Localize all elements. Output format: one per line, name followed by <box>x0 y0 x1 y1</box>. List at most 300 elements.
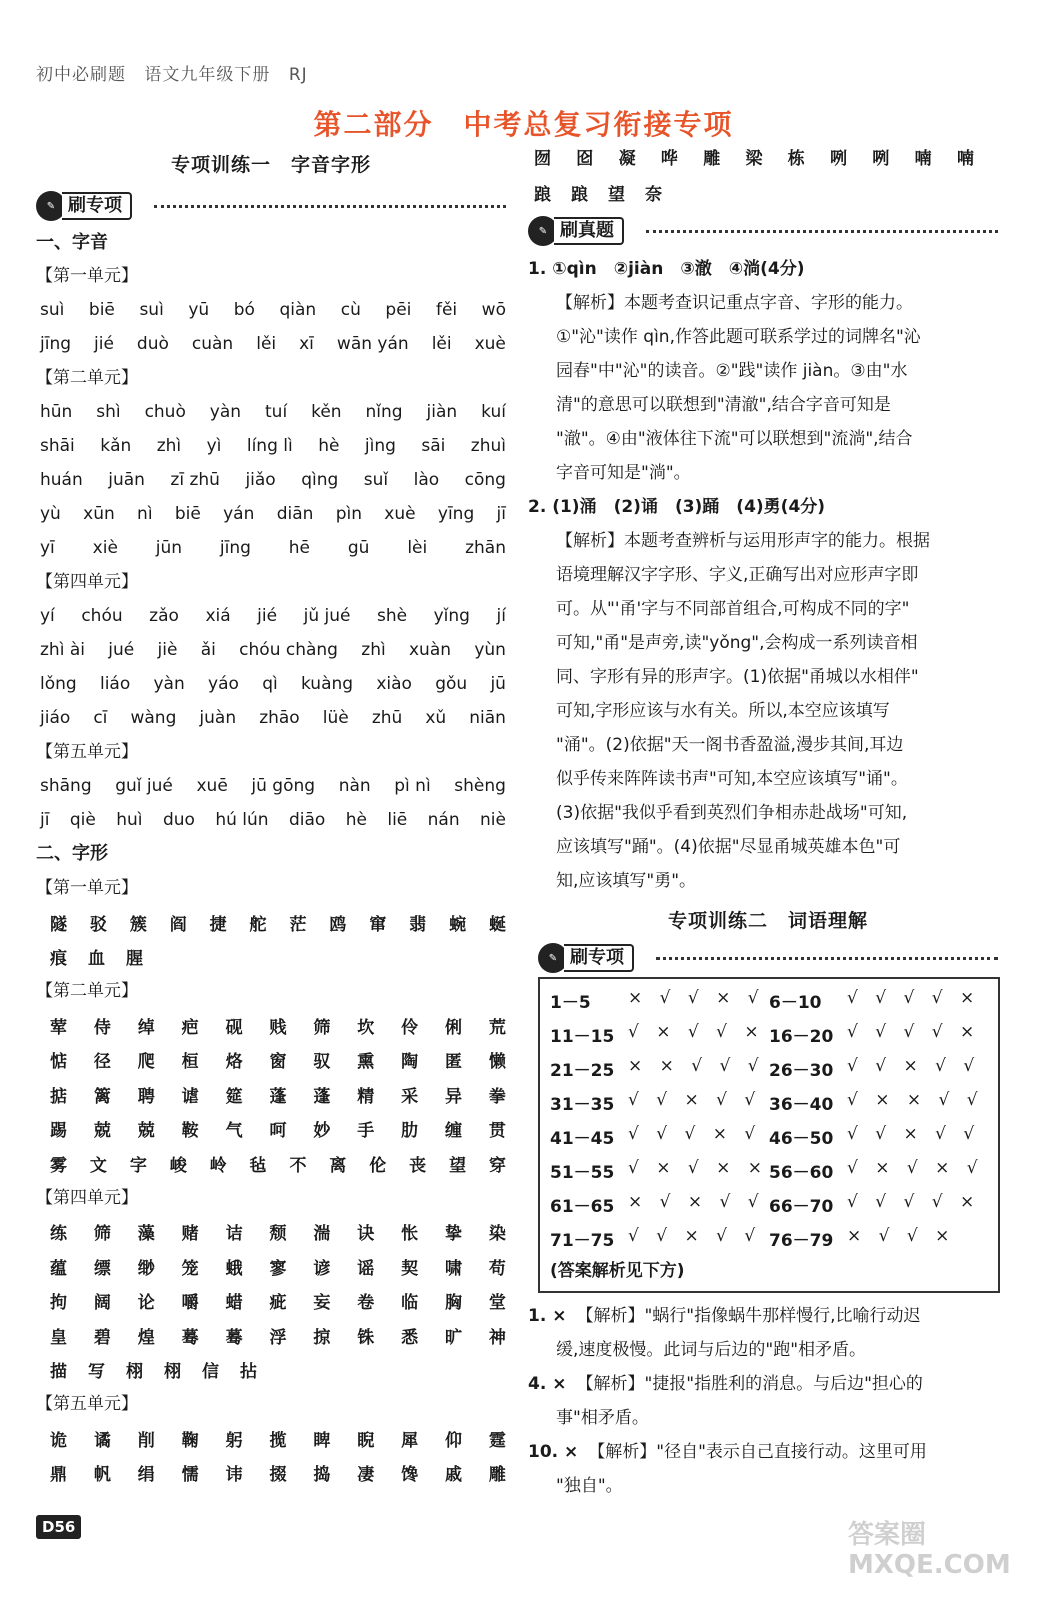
answer-marks: √ √ × √ √ <box>628 1089 762 1110</box>
pinyin-item: hē <box>288 538 311 558</box>
explanation-line: (3)依据"我似乎看到英烈们争相赤赴战场"可知, <box>556 803 908 823</box>
char-item: 蓦 <box>225 1327 243 1348</box>
char-row <box>36 1353 506 1388</box>
pinyin-item: chóu chàng <box>239 640 338 660</box>
char-item: 爬 <box>137 1052 155 1073</box>
char-item: 伦 <box>369 1155 387 1176</box>
answer-row <box>550 983 988 1017</box>
pinyin-row <box>36 429 506 463</box>
char-row <box>36 940 506 975</box>
pinyin-item: jīng <box>219 538 251 558</box>
pinyin-item: jiàn <box>426 402 458 422</box>
range-label: 36－40 <box>769 1094 834 1115</box>
char-item: 喃 <box>914 148 932 169</box>
pinyin-item: liáo <box>99 674 131 694</box>
char-item: 栩 <box>126 1362 143 1383</box>
pinyin-item: nǐng <box>365 402 403 422</box>
char-item: 丧 <box>409 1155 427 1176</box>
char-item: 精 <box>357 1086 375 1107</box>
char-item: 啸 <box>445 1258 463 1279</box>
pinyin-item: jū gōng <box>251 776 316 796</box>
char-item: 胸 <box>445 1293 463 1314</box>
pinyin-item: jǔ jué <box>303 606 351 626</box>
range-label: 51－55 <box>550 1162 615 1183</box>
char-item: 鞠 <box>181 1430 199 1451</box>
char-item: 筵 <box>225 1086 243 1107</box>
pinyin-item: yàn <box>153 674 185 694</box>
char-heading: 二、字形 <box>36 843 108 864</box>
char-item: 铢 <box>357 1327 375 1348</box>
char-row <box>36 1112 506 1147</box>
char-item: 捷 <box>209 914 227 935</box>
char-item: 肋 <box>401 1121 419 1142</box>
pinyin-item: xiè <box>92 538 118 558</box>
explanation-line: 同、字形有异的形声字。(1)依据"甬城以水相伴" <box>556 667 919 687</box>
char-item: 契 <box>401 1258 419 1279</box>
char-item: 匿 <box>445 1052 463 1073</box>
char-item: 论 <box>137 1293 155 1314</box>
dotted-divider <box>646 230 998 233</box>
brush-badge <box>538 943 634 973</box>
answer-marks: × √ × √ √ <box>628 1191 765 1212</box>
char-item: 掇 <box>269 1465 287 1486</box>
unit-label: 【第一单元】 <box>36 878 138 898</box>
pinyin-item: cù <box>340 300 361 320</box>
box-note: (答案解析见下方) <box>550 1261 685 1281</box>
char-item: 雾 <box>50 1155 67 1176</box>
range-label: 21－25 <box>550 1060 615 1081</box>
pinyin-item: yì <box>206 436 222 456</box>
pinyin-item: jīng <box>40 334 72 354</box>
char-item: 筛 <box>93 1224 111 1245</box>
pinyin-item: jié <box>257 606 278 626</box>
pinyin-item: juān <box>108 470 145 490</box>
char-item: 隧 <box>50 914 67 935</box>
char-item: 手 <box>357 1121 375 1142</box>
char-item: 窜 <box>369 914 387 935</box>
pinyin-item: jūn <box>155 538 183 558</box>
char-item: 望 <box>449 1155 467 1176</box>
char-item: 睨 <box>357 1430 375 1451</box>
answer-row <box>550 1187 988 1221</box>
answer-row <box>550 1153 988 1187</box>
pinyin-row <box>36 531 506 565</box>
explanation-line: 语境理解汉字字形、字义,正确写出对应形声字即 <box>556 565 919 585</box>
char-item: 砚 <box>225 1017 243 1038</box>
char-item: 谚 <box>313 1258 331 1279</box>
unit-label: 【第四单元】 <box>36 572 138 592</box>
char-item: 血 <box>88 949 105 970</box>
char-item: 缠 <box>445 1121 463 1142</box>
char-item: 腥 <box>126 949 143 970</box>
pinyin-item: nì <box>137 504 153 524</box>
unit-label: 【第二单元】 <box>36 368 138 388</box>
range-label: 1－5 <box>550 992 591 1013</box>
char-item: 蓦 <box>181 1327 199 1348</box>
pinyin-item: yàn <box>209 402 242 422</box>
char-item: 鸥 <box>329 914 347 935</box>
pinyin-item: qì <box>262 674 278 694</box>
char-item: 篱 <box>93 1086 111 1107</box>
answer-cell <box>550 1124 769 1149</box>
pinyin-item: zǎo <box>149 606 179 626</box>
pinyin-item: huán <box>40 470 83 490</box>
range-label: 71－75 <box>550 1230 615 1251</box>
range-label: 26－30 <box>769 1060 834 1081</box>
char-item: 岭 <box>209 1155 227 1176</box>
pinyin-item: zhì <box>361 640 386 660</box>
pinyin-item: lào <box>413 470 440 490</box>
explanation-line: 事"相矛盾。 <box>556 1408 649 1428</box>
range-label: 61－65 <box>550 1196 615 1217</box>
range-label: 16－20 <box>769 1026 834 1047</box>
range-label: 6－10 <box>769 992 822 1013</box>
pinyin-item: hú lún <box>215 810 269 830</box>
explanation-line: 可。从"'甬'字与不同部首组合,可构成不同的字" <box>556 599 910 619</box>
char-item: 临 <box>401 1293 419 1314</box>
pinyin-item: zhì ài <box>40 640 85 660</box>
pinyin-item: kuàng <box>300 674 354 694</box>
char-item: 颓 <box>269 1224 287 1245</box>
char-item: 痕 <box>50 949 67 970</box>
char-item: 踉 <box>534 184 551 205</box>
pinyin-item: shèng <box>454 776 506 796</box>
explanation-line: 可知,"甬"是声旁,读"yǒng",会构成一系列读音相 <box>556 633 918 653</box>
pinyin-item: lǒng <box>40 674 77 694</box>
char-item: 穿 <box>488 1155 506 1176</box>
badge-label: 刷真题 <box>554 217 624 245</box>
pinyin-item: gū <box>347 538 370 558</box>
char-item: 囫 <box>534 148 551 169</box>
pinyin-item: chuò <box>144 402 186 422</box>
char-item: 窗 <box>269 1052 287 1073</box>
pinyin-item: duo <box>162 810 195 830</box>
answer-marks: √ √ √ √ × <box>847 987 981 1008</box>
char-item: 掠 <box>313 1327 331 1348</box>
char-item: 诡 <box>50 1430 67 1451</box>
pinyin-item: jū <box>490 674 506 694</box>
explanation-line: "涌"。(2)依据"天一阁书香盈溢,漫步其间,耳边 <box>556 735 904 755</box>
char-item: 喃 <box>956 148 974 169</box>
pinyin-item: niān <box>469 708 506 728</box>
answer-cell <box>769 988 988 1013</box>
char-item: 伶 <box>401 1017 419 1038</box>
answer-box <box>538 977 1000 1293</box>
pinyin-item: pì nì <box>394 776 431 796</box>
char-item: 文 <box>89 1155 107 1176</box>
answer-marks: × √ √ × <box>847 1225 956 1246</box>
char-item: 描 <box>50 1362 67 1383</box>
char-item: 帆 <box>93 1465 111 1486</box>
pinyin-item: jué <box>108 640 135 660</box>
q2-explanation <box>528 524 1008 898</box>
subject-name: 语文九年级下册 <box>144 65 271 85</box>
pinyin-item: jié <box>94 334 114 354</box>
pinyin-item: jī <box>496 504 506 524</box>
pinyin-item: cuàn <box>191 334 234 354</box>
pinyin-item: xǔ <box>425 708 447 728</box>
pinyin-item: biē <box>174 504 201 524</box>
pinyin-item: yǐng <box>433 606 470 626</box>
pinyin-item: xuàn <box>409 640 452 660</box>
pinyin-item: suì <box>139 300 164 320</box>
char-item: 凝 <box>618 148 636 169</box>
char-item: 睥 <box>313 1430 331 1451</box>
answer-marks: √ √ √ √ × <box>847 1021 981 1042</box>
answer-cell <box>769 1124 988 1149</box>
explanation-line: "澈"。④由"液体往下流"可以联想到"流淌",结合 <box>556 429 913 449</box>
char-item: 诘 <box>225 1224 243 1245</box>
section-title: 专项训练一 字音字形 <box>170 154 371 176</box>
char-item: 仰 <box>445 1430 463 1451</box>
pinyin-item: nán <box>427 810 460 830</box>
char-row <box>528 174 974 210</box>
pinyin-item: xiá <box>205 606 231 626</box>
dotted-divider <box>656 957 998 960</box>
pinyin-item: sāi <box>421 436 446 456</box>
pinyin-row <box>36 395 506 429</box>
char-item: 蓬 <box>269 1086 287 1107</box>
char-item: 笼 <box>181 1258 199 1279</box>
answer-marks: √ √ × √ √ <box>847 1123 981 1144</box>
answer-marks: √ × √ × √ <box>847 1157 984 1178</box>
pinyin-row <box>36 463 506 497</box>
answer-cell <box>769 1226 988 1251</box>
char-item: 缈 <box>137 1258 155 1279</box>
char-units <box>36 871 506 1490</box>
pinyin-item: xuè <box>474 334 506 354</box>
char-item: 懦 <box>181 1465 199 1486</box>
pinyin-item: biē <box>88 300 115 320</box>
explanation-line: 可知,字形应该与水有关。所以,本空应该填写 <box>556 701 890 721</box>
unit-label: 【第一单元】 <box>36 266 138 286</box>
answer-marks: √ × √ √ × <box>628 1021 765 1042</box>
answer-cell <box>769 1022 988 1047</box>
answer-marks: √ √ √ √ × <box>847 1191 981 1212</box>
char-item: 咧 <box>872 148 890 169</box>
pinyin-row <box>36 293 506 327</box>
answer-row <box>550 1221 988 1255</box>
char-item: 蜒 <box>488 914 506 935</box>
pinyin-item: chóu <box>81 606 123 626</box>
char-item: 梁 <box>745 148 763 169</box>
pinyin-item: zhān <box>465 538 506 558</box>
page-number: D56 <box>36 1515 81 1539</box>
pinyin-item: bó <box>233 300 255 320</box>
pinyin-item: diāo <box>288 810 326 830</box>
answer-cell <box>769 1056 988 1081</box>
char-item: 绢 <box>137 1465 155 1486</box>
pinyin-item: hūn <box>40 402 73 422</box>
pinyin-item: lèi <box>407 538 428 558</box>
brush-icon: ✎ <box>528 216 558 246</box>
char-item: 径 <box>93 1052 111 1073</box>
pinyin-item: tuí <box>265 402 288 422</box>
char-item: 蜿 <box>449 914 467 935</box>
answer-cell <box>550 1022 769 1047</box>
pinyin-item: qiè <box>69 810 96 830</box>
answer-row <box>550 1017 988 1051</box>
badge-label: 刷专项 <box>62 192 132 220</box>
char-row <box>36 1249 506 1284</box>
pinyin-item: lěi <box>431 334 452 354</box>
char-item: 妄 <box>313 1293 331 1314</box>
explanation-text: 【解析】"径自"表示自己直接行动。这里可用 <box>588 1442 927 1462</box>
char-item: 翡 <box>409 914 427 935</box>
char-item: 写 <box>88 1362 105 1383</box>
range-label: 41－45 <box>550 1128 615 1149</box>
pinyin-row <box>36 769 506 803</box>
range-label: 66－70 <box>769 1196 834 1217</box>
brush-badge <box>36 191 132 221</box>
char-item: 湍 <box>313 1224 331 1245</box>
char-item: 驳 <box>89 914 107 935</box>
char-item: 削 <box>137 1430 155 1451</box>
char-item: 阎 <box>169 914 187 935</box>
pinyin-item: shāng <box>40 776 92 796</box>
char-item: 蕴 <box>50 1258 67 1279</box>
answer-cell <box>550 1158 769 1183</box>
range-label: 46－50 <box>769 1128 834 1149</box>
pinyin-item: zhāo <box>259 708 300 728</box>
answer-marks: √ × √ × × <box>628 1157 769 1178</box>
pinyin-item: shāi <box>40 436 75 456</box>
pinyin-item: nàn <box>338 776 371 796</box>
char-item: 阔 <box>93 1293 111 1314</box>
char-row <box>36 1146 506 1181</box>
explanation-line <box>528 1435 1008 1469</box>
right-column <box>528 138 1008 1503</box>
pinyin-row <box>36 667 506 701</box>
explanation-line <box>528 1299 1008 1333</box>
range-label: 76－79 <box>769 1230 834 1251</box>
char-item: 拘 <box>50 1293 67 1314</box>
badge-row <box>36 191 506 225</box>
pinyin-item: yí <box>40 606 55 626</box>
q1-explanation <box>528 286 1008 490</box>
pinyin-item: niè <box>480 810 506 830</box>
char-item: 疤 <box>181 1017 199 1038</box>
explanation-line: ①"沁"读作 qìn,作答此题可联系学过的词牌名"沁 <box>556 327 921 347</box>
explanation-line: 字音可知是"淌"。 <box>556 463 691 483</box>
char-row <box>36 1043 506 1078</box>
char-item: 咧 <box>830 148 848 169</box>
pinyin-item: jí <box>496 606 506 626</box>
answer-number: 1. × <box>528 1306 567 1326</box>
pinyin-item: yùn <box>474 640 506 660</box>
char-item: 簇 <box>129 914 147 935</box>
pinyin-item: duò <box>136 334 169 354</box>
explanation-line: 园春"中"沁"的读音。②"践"读作 jiàn。③由"水 <box>556 361 908 381</box>
range-label: 56－60 <box>769 1162 834 1183</box>
badge-label: 刷专项 <box>564 944 634 972</box>
char-item: 堂 <box>488 1293 506 1314</box>
char-item: 蜡 <box>225 1293 243 1314</box>
answer-cell <box>550 1056 769 1081</box>
pinyin-item: jiáo <box>40 708 71 728</box>
pinyin-item: juàn <box>199 708 237 728</box>
pinyin-item: ǎi <box>200 640 216 660</box>
char-item: 驭 <box>313 1052 331 1073</box>
explanation-line: 缓,速度极慢。此词与后边的"跑"相矛盾。 <box>556 1340 867 1360</box>
brush-icon: ✎ <box>538 943 568 973</box>
answer-marks: √ √ × √ √ <box>628 1225 762 1246</box>
pinyin-item: xuè <box>384 504 416 524</box>
char-item: 茫 <box>289 914 307 935</box>
char-item: 诀 <box>357 1224 375 1245</box>
section2-title: 专项训练二 词语理解 <box>667 910 868 932</box>
char-item: 不 <box>289 1155 307 1176</box>
pinyin-item: xiào <box>376 674 412 694</box>
pinyin-item: huì <box>116 810 143 830</box>
char-item: 雕 <box>488 1465 506 1486</box>
pinyin-item: zhuì <box>470 436 506 456</box>
char-item: 躬 <box>225 1430 243 1451</box>
pinyin-item: shì <box>96 402 121 422</box>
char-item: 兢 <box>93 1121 111 1142</box>
explanation-text: 【解析】"蜗行"指像蜗牛那样慢行,比喻行动迟 <box>576 1306 921 1326</box>
char-item: 字 <box>129 1155 147 1176</box>
char-item: 异 <box>445 1086 463 1107</box>
char-item: 气 <box>225 1121 243 1142</box>
pinyin-item: yū <box>188 300 210 320</box>
pinyin-item: jiǎo <box>245 470 276 490</box>
pinyin-item: líng lì <box>246 436 293 456</box>
range-label: 31－35 <box>550 1094 615 1115</box>
char-item: 栩 <box>164 1362 181 1383</box>
answer-cell <box>769 1158 988 1183</box>
char-item: 染 <box>488 1224 506 1245</box>
pinyin-item: fěi <box>435 300 458 320</box>
top-char-rows <box>528 138 1008 210</box>
char-item: 哗 <box>660 148 678 169</box>
q2-answer: 2. (1)涌 (2)诵 (3)踊 (4)勇(4分) <box>528 497 826 517</box>
q1-answer: 1. ①qìn ②jiàn ③澈 ④淌(4分) <box>528 259 805 279</box>
char-item: 荒 <box>488 1017 506 1038</box>
pinyin-item: guǐ jué <box>115 776 173 796</box>
pinyin-item: qiàn <box>279 300 317 320</box>
pinyin-item: wō <box>481 300 506 320</box>
pinyin-item: lěi <box>256 334 277 354</box>
brush-icon: ✎ <box>36 191 66 221</box>
char-item: 贯 <box>488 1121 506 1142</box>
char-item: 霆 <box>488 1430 506 1451</box>
char-item: 踢 <box>50 1121 67 1142</box>
edition-label: RJ <box>288 65 308 85</box>
pinyin-row <box>36 803 506 837</box>
pinyin-item: jiè <box>157 640 178 660</box>
answer-row <box>550 1085 988 1119</box>
pinyin-item: gǒu <box>435 674 468 694</box>
char-item: 谑 <box>181 1086 199 1107</box>
pinyin-row <box>36 599 506 633</box>
char-item: 烙 <box>225 1052 243 1073</box>
page-header <box>36 60 320 85</box>
char-item: 绰 <box>137 1017 155 1038</box>
char-item: 毡 <box>249 1155 267 1176</box>
char-item: 嚼 <box>181 1293 199 1314</box>
char-row <box>36 1284 506 1319</box>
badge-row-2 <box>528 943 1008 977</box>
explanation-line: 应该填写"踊"。(4)依据"尽显甬城英雄本色"可 <box>556 837 901 857</box>
char-item: 凄 <box>357 1465 375 1486</box>
char-row <box>36 1008 506 1043</box>
explanation-line: 【解析】本题考查识记重点字音、字形的能力。 <box>556 293 913 313</box>
explanation-line <box>528 1367 1008 1401</box>
char-item: 藻 <box>137 1224 155 1245</box>
char-item: 谲 <box>93 1430 111 1451</box>
char-item: 拳 <box>488 1086 506 1107</box>
